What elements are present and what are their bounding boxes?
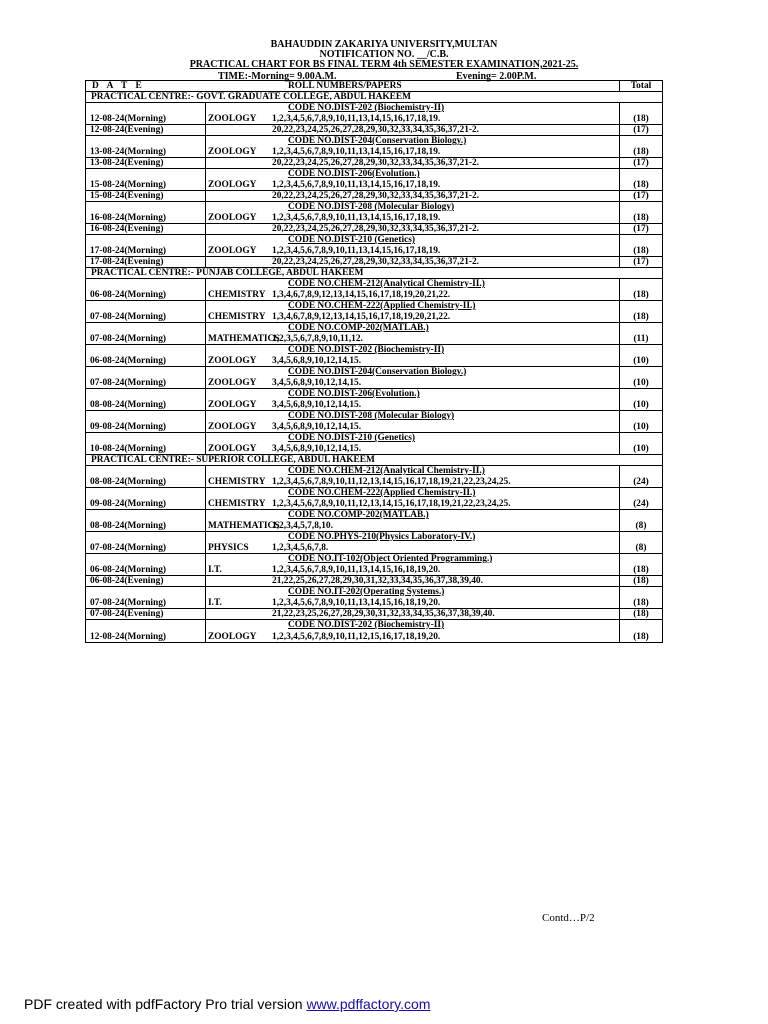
exam-date: 13-08-24(Evening): [90, 158, 164, 168]
total-count: (10): [633, 378, 649, 388]
paper-code: CODE NO.COMP-202(MATLAB.): [288, 323, 429, 333]
table-row: [86, 158, 662, 169]
roll-numbers: 20,22,23,24,25,26,27,28,29,30,32,33,34,35,36,37,21-2.: [272, 125, 480, 135]
exam-date: 13-08-24(Morning): [90, 147, 167, 157]
centre-row: [86, 92, 662, 103]
exam-date: 10-08-24(Morning): [90, 444, 167, 454]
exam-date: 16-08-24(Evening): [90, 224, 164, 234]
footer-link[interactable]: www.pdffactory.com: [306, 996, 431, 1012]
total-count: (24): [633, 477, 649, 487]
total-count: (17): [633, 224, 649, 234]
roll-numbers: 1,2,3,4,5,6,7,8,9,10,11,13,14,15,16,17,18,19.: [272, 180, 441, 190]
total-count: (10): [633, 422, 649, 432]
notification-number: NOTIFICATION NO. __/C.B.: [319, 49, 449, 60]
paper-code: CODE NO.IT-102(Object Oriented Programming.): [288, 554, 493, 564]
roll-numbers: 1,2,3,4,5,7,8,10.: [272, 521, 333, 531]
paper-code: CODE NO.CHEM-222(Applied Chemistry-II.): [288, 488, 476, 498]
total-count: (10): [633, 356, 649, 366]
total-count: (18): [633, 180, 649, 190]
morning-time: TIME:-Morning= 9.00A.M.: [218, 71, 337, 82]
centre-name: PRACTICAL CENTRE:- GOVT. GRADUATE COLLEGE, ABDUL HAKEEM: [91, 92, 411, 102]
exam-date: 07-08-24(Morning): [90, 598, 167, 608]
exam-date: 07-08-24(Morning): [90, 378, 167, 388]
exam-date: 09-08-24(Morning): [90, 422, 167, 432]
subject-name: ZOOLOGY: [208, 378, 257, 388]
paper-code: CODE NO.CHEM-212(Analytical Chemistry-II.): [288, 279, 485, 289]
total-count: (10): [633, 444, 649, 454]
exam-date: 07-08-24(Morning): [90, 312, 167, 322]
table-row: [86, 323, 662, 345]
roll-numbers: 1,2,3,5,6,7,8,9,10,11,12.: [272, 334, 363, 344]
total-count: (18): [633, 246, 649, 256]
paper-code: CODE NO.DIST-202 (Biochemistry-II): [288, 345, 445, 355]
exam-date: 15-08-24(Evening): [90, 191, 164, 201]
table-row: [86, 169, 662, 191]
total-count: (17): [633, 125, 649, 135]
exam-date: 06-08-24(Morning): [90, 356, 167, 366]
table-row: [86, 433, 662, 455]
header-total: Total: [630, 81, 652, 91]
exam-date: 08-08-24(Morning): [90, 400, 167, 410]
table-row: [86, 389, 662, 411]
total-count: (24): [633, 499, 649, 509]
roll-numbers: 3,4,5,6,8,9,10,12,14,15.: [272, 378, 362, 388]
table-row: [86, 257, 662, 268]
total-count: (11): [633, 334, 649, 344]
subject-name: ZOOLOGY: [208, 180, 257, 190]
roll-numbers: 1,2,3,4,5,6,7,8,9,10,11,12,15,16,17,18,19,20.: [272, 632, 441, 642]
centre-name: PRACTICAL CENTRE:- PUNJAB COLLEGE, ABDUL HAKEEM: [91, 268, 364, 278]
pdf-footer: [24, 996, 430, 1012]
roll-numbers: 21,22,25,26,27,28,29,30,31,32,33,34,35,36,37,38,39,40.: [272, 576, 483, 586]
paper-code: CODE NO.DIST-210 (Genetics): [288, 235, 415, 245]
total-count: (18): [633, 213, 649, 223]
roll-numbers: 1,2,3,4,5,6,7,8,9,10,11,13,14,15,16,17,18,19.: [272, 246, 441, 256]
table-row: [86, 510, 662, 532]
header-date: D A T E: [92, 81, 145, 91]
subject-name: CHEMISTRY: [208, 312, 266, 322]
total-count: (18): [633, 290, 649, 300]
roll-numbers: 1,3,4,6,7,8,9,12,13,14,15,16,17,18,19,20,21,22.: [272, 312, 451, 322]
roll-numbers: 1,2,3,4,5,6,7,8,9,10,11,12,13,14,15,16,17,18,19,21,22,23,24,25.: [272, 499, 511, 509]
roll-numbers: 1,2,3,4,5,6,7,8.: [272, 543, 329, 553]
paper-code: CODE NO.CHEM-222(Applied Chemistry-II.): [288, 301, 476, 311]
subject-name: MATHEMATICS: [208, 521, 280, 531]
table-row: [86, 136, 662, 158]
subject-name: ZOOLOGY: [208, 213, 257, 223]
exam-date: 12-08-24(Morning): [90, 632, 167, 642]
header-roll-numbers: ROLL NUMBERS/PAPERS: [288, 81, 402, 91]
chart-title-text: PRACTICAL CHART FOR BS FINAL TERM 4th SEMESTER EXAMINATION,2021-25.: [189, 59, 579, 70]
roll-numbers: 3,4,5,6,8,9,10,12,14,15.: [272, 400, 362, 410]
total-count: (17): [633, 158, 649, 168]
total-count: (18): [633, 312, 649, 322]
exam-date: 15-08-24(Morning): [90, 180, 167, 190]
roll-numbers: 20,22,23,24,25,26,27,28,29,30,32,33,34,35,36,37,21-2.: [272, 191, 480, 201]
footer-text: PDF created with pdfFactory Pro trial version: [24, 996, 307, 1012]
subject-name: ZOOLOGY: [208, 632, 257, 642]
roll-numbers: 1,2,3,4,5,6,7,8,9,10,11,12,13,14,15,16,17,18,19,21,22,23,24,25.: [272, 477, 511, 487]
paper-code: CODE NO.DIST-210 (Genetics): [288, 433, 415, 443]
roll-numbers: 3,4,5,6,8,9,10,12,14,15.: [272, 356, 362, 366]
subject-name: ZOOLOGY: [208, 147, 257, 157]
total-count: (8): [635, 521, 647, 531]
total-count: (18): [633, 147, 649, 157]
total-count: (18): [633, 114, 649, 124]
subject-name: ZOOLOGY: [208, 114, 257, 124]
table-row: [86, 554, 662, 576]
total-count: (18): [633, 565, 649, 575]
subject-name: CHEMISTRY: [208, 499, 266, 509]
roll-numbers: 3,4,5,6,8,9,10,12,14,15.: [272, 422, 362, 432]
table-row: [86, 224, 662, 235]
roll-numbers: 1,3,4,6,7,8,9,12,13,14,15,16,17,18,19,20,21,22.: [272, 290, 451, 300]
paper-code: CODE NO.DIST-202 (Biochemistry-II): [288, 620, 445, 630]
table-row: [86, 125, 662, 136]
roll-numbers: 1,2,3,4,5,6,7,8,9,10,11,13,14,15,16,18,19,20.: [272, 598, 441, 608]
continued-note: Contd…P/2: [542, 912, 595, 924]
total-count: (18): [633, 609, 649, 619]
university-name: BAHAUDDIN ZAKARIYA UNIVERSITY,MULTAN: [270, 39, 498, 50]
roll-numbers: 21,22,23,25,26,27,28,29,30,31,32,33,34,35,36,37,38,39,40.: [272, 609, 495, 619]
practical-chart-table: [85, 80, 663, 643]
roll-numbers: 1,2,3,4,5,6,7,8,9,10,11,13,14,15,16,18,19,20.: [272, 565, 441, 575]
table-row: [86, 301, 662, 323]
subject-name: ZOOLOGY: [208, 444, 257, 454]
table-row: [86, 345, 662, 367]
paper-code: CODE NO.CHEM-212(Analytical Chemistry-II.): [288, 466, 485, 476]
paper-code: CODE NO.COMP-202(MATLAB.): [288, 510, 429, 520]
total-count: (17): [633, 191, 649, 201]
paper-code: CODE NO.DIST-206(Evolution.): [288, 389, 420, 399]
table-row: [86, 191, 662, 202]
exam-date: 06-08-24(Morning): [90, 290, 167, 300]
total-count: (18): [633, 632, 649, 642]
table-row: [86, 367, 662, 389]
table-row: [86, 202, 662, 224]
roll-numbers: 1,2,3,4,5,6,7,8,9,10,11,13,14,15,16,17,18,19.: [272, 114, 441, 124]
paper-code: CODE NO.DIST-202 (Biochemistry-II): [288, 103, 445, 113]
table-row: [86, 587, 662, 609]
exam-date: 07-08-24(Morning): [90, 543, 167, 553]
exam-date: 12-08-24(Morning): [90, 114, 167, 124]
paper-code: CODE NO.PHYS-210(Physics Laboratory-IV.): [288, 532, 476, 542]
exam-date: 17-08-24(Morning): [90, 246, 167, 256]
chart-title: [0, 60, 768, 70]
subject-name: PHYSICS: [208, 543, 249, 553]
exam-date: 06-08-24(Morning): [90, 565, 167, 575]
table-row: [86, 411, 662, 433]
subject-name: CHEMISTRY: [208, 477, 266, 487]
roll-numbers: 20,22,23,24,25,26,27,28,29,30,32,33,34,35,36,37,21-2.: [272, 224, 480, 234]
total-count: (17): [633, 257, 649, 267]
roll-numbers: 3,4,5,6,8,9,10,12,14,15.: [272, 444, 362, 454]
centre-row: [86, 455, 662, 466]
total-count: (8): [635, 543, 647, 553]
exam-date: 07-08-24(Evening): [90, 609, 164, 619]
exam-date: 07-08-24(Morning): [90, 334, 167, 344]
centre-row: [86, 268, 662, 279]
exam-date: 17-08-24(Evening): [90, 257, 164, 267]
subject-name: I.T.: [208, 565, 222, 575]
table-row: [86, 532, 662, 554]
exam-date: 12-08-24(Evening): [90, 125, 164, 135]
table-row: [86, 488, 662, 510]
total-count: (18): [633, 598, 649, 608]
paper-code: CODE NO.DIST-204(Conservation Biology.): [288, 367, 467, 377]
paper-code: CODE NO.DIST-208 (Molecular Biology): [288, 411, 455, 421]
exam-date: 06-08-24(Evening): [90, 576, 164, 586]
subject-name: ZOOLOGY: [208, 356, 257, 366]
centre-name: PRACTICAL CENTRE:- SUPERIOR COLLEGE, ABDUL HAKEEM: [91, 455, 375, 465]
exam-date: 16-08-24(Morning): [90, 213, 167, 223]
subject-name: I.T.: [208, 598, 222, 608]
table-row: [86, 576, 662, 587]
subject-name: MATHEMATICS: [208, 334, 280, 344]
roll-numbers: 1,2,3,4,5,6,7,8,9,10,11,13,14,15,16,17,18,19.: [272, 147, 441, 157]
paper-code: CODE NO.DIST-208 (Molecular Biology): [288, 202, 455, 212]
table-row: [86, 279, 662, 301]
subject-name: ZOOLOGY: [208, 400, 257, 410]
roll-numbers: 1,2,3,4,5,6,7,8,9,10,11,13,14,15,16,17,18,19.: [272, 213, 441, 223]
paper-code: CODE NO.IT-202(Operating Systems.): [288, 587, 445, 597]
evening-time: Evening= 2.00P.M.: [456, 71, 537, 82]
subject-name: ZOOLOGY: [208, 422, 257, 432]
table-row: [86, 103, 662, 125]
subject-name: ZOOLOGY: [208, 246, 257, 256]
exam-date: 08-08-24(Morning): [90, 477, 167, 487]
paper-code: CODE NO.DIST-206(Evolution.): [288, 169, 420, 179]
subject-name: CHEMISTRY: [208, 290, 266, 300]
exam-date: 09-08-24(Morning): [90, 499, 167, 509]
total-column-divider: [619, 81, 620, 91]
roll-numbers: 20,22,23,24,25,26,27,28,29,30,32,33,34,35,36,37,21-2.: [272, 257, 480, 267]
table-row: [86, 620, 662, 642]
table-row: [86, 609, 662, 620]
exam-date: 08-08-24(Morning): [90, 521, 167, 531]
total-count: (10): [633, 400, 649, 410]
roll-numbers: 20,22,23,24,25,26,27,28,29,30,32,33,34,35,36,37,21-2.: [272, 158, 480, 168]
table-row: [86, 466, 662, 488]
table-header-row: [86, 81, 662, 92]
paper-code: CODE NO.DIST-204(Conservation Biology.): [288, 136, 467, 146]
table-row: [86, 235, 662, 257]
total-count: (18): [633, 576, 649, 586]
